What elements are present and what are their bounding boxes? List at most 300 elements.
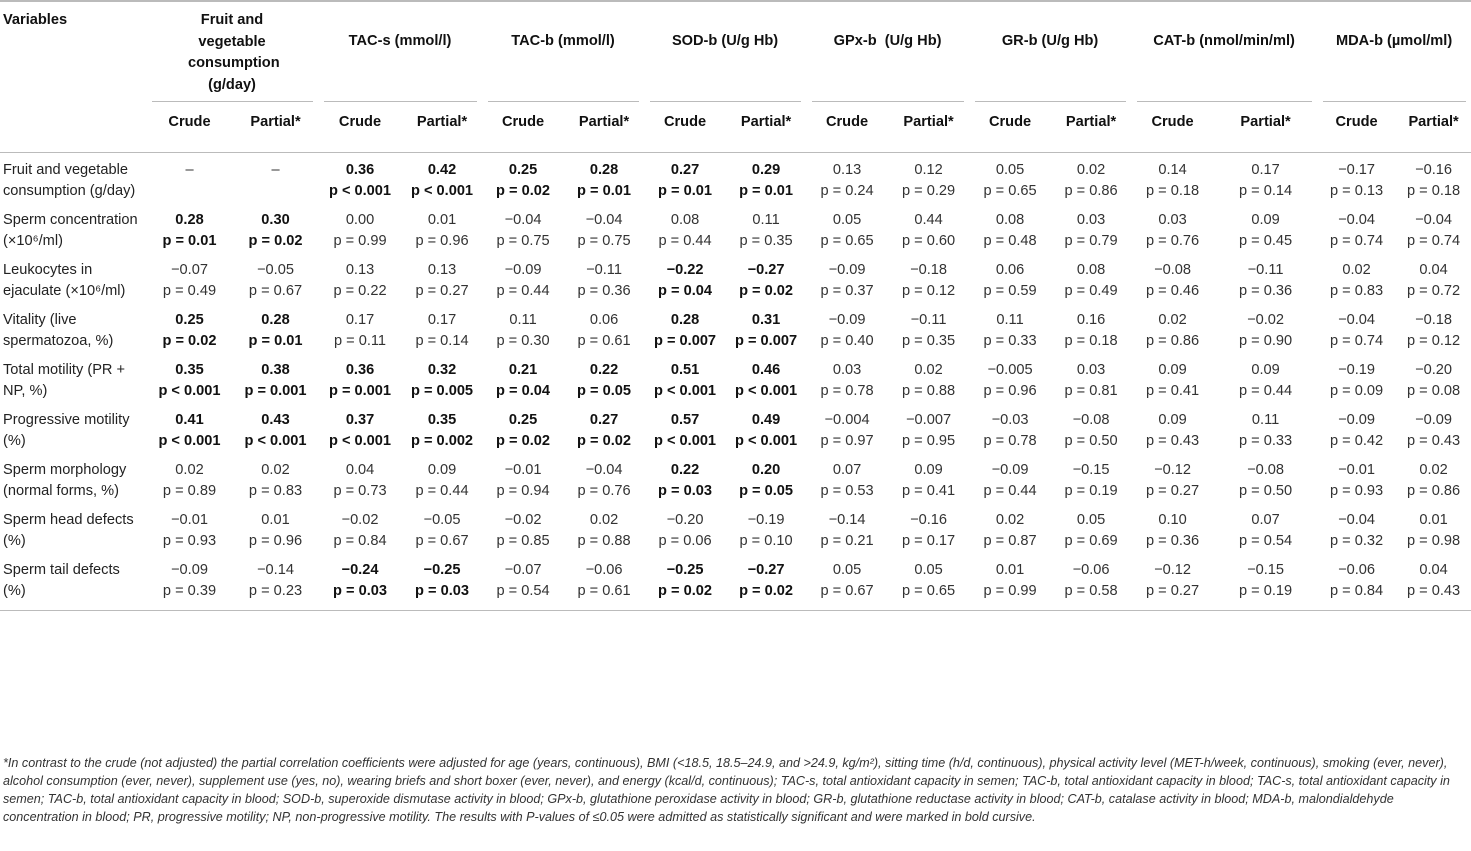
coefficient: 0.02 (261, 461, 290, 478)
subheader-crude: Crude (806, 102, 888, 152)
p-value: p < 0.001 (158, 383, 221, 399)
table-cell (1214, 353, 1317, 403)
coefficient: −0.27 (747, 561, 785, 578)
table-cell (1317, 253, 1396, 303)
p-value: p = 0.86 (1064, 183, 1118, 199)
p-value: p = 0.84 (1330, 583, 1384, 599)
coefficient: 0.07 (1251, 511, 1280, 528)
coefficient: 0.05 (832, 561, 862, 578)
coefficient: −0.15 (1247, 561, 1285, 578)
header-row (0, 2, 1471, 101)
table-cell (806, 303, 888, 353)
coefficient: 0.27 (589, 411, 619, 428)
table-cell (233, 553, 318, 611)
p-value: p = 0.48 (983, 233, 1037, 249)
table-cell (806, 353, 888, 403)
coefficient: −0.007 (906, 411, 952, 428)
p-value: p = 0.44 (1238, 383, 1293, 399)
coefficient: −0.01 (504, 461, 542, 478)
coefficient: 0.02 (995, 511, 1025, 528)
p-value: p = 0.005 (410, 383, 474, 399)
coefficient: 0.49 (751, 411, 781, 428)
table-cell (888, 503, 969, 553)
p-value: p = 0.85 (496, 533, 550, 549)
table-cell (1214, 253, 1317, 303)
p-value: p = 0.19 (1238, 583, 1293, 599)
p-value: p = 0.007 (653, 333, 717, 349)
table-cell (564, 353, 644, 403)
p-value: p = 0.33 (983, 333, 1037, 349)
table-cell (482, 203, 564, 253)
p-value: p = 0.98 (1407, 533, 1461, 549)
p-value: p = 0.42 (1330, 433, 1384, 449)
table-cell (233, 303, 318, 353)
coefficient: 0.08 (995, 211, 1025, 228)
correlation-table (0, 2, 1471, 611)
table-cell (1214, 303, 1317, 353)
coefficient: −0.09 (1415, 411, 1453, 428)
p-value: p = 0.23 (248, 583, 303, 599)
p-value: p = 0.35 (739, 233, 793, 249)
row-label: Leukocytes in ejaculate (×10⁶/ml) (3, 261, 126, 299)
coefficient: −0.04 (504, 211, 542, 228)
p-value: p = 0.75 (496, 233, 550, 249)
table-row (0, 253, 1471, 303)
table-cell (318, 203, 402, 253)
coefficient: 0.06 (995, 261, 1025, 278)
coefficient: 0.09 (914, 461, 943, 478)
p-value: p = 0.86 (1407, 483, 1461, 499)
subheader-partial: Partial* (1214, 102, 1317, 152)
coefficient: 0.09 (1251, 211, 1280, 228)
p-value: p = 0.88 (901, 383, 956, 399)
table-cell (233, 203, 318, 253)
coefficient: 0.11 (752, 211, 780, 228)
coefficient: 0.28 (670, 311, 700, 328)
table-cell (888, 553, 969, 611)
coefficient: 0.02 (1419, 461, 1448, 478)
coefficient: −0.07 (171, 261, 208, 278)
subheader-partial: Partial* (888, 102, 969, 152)
table-cell (726, 503, 806, 553)
coefficient: 0.27 (670, 161, 700, 178)
coefficient: 0.25 (175, 311, 204, 328)
p-value: p = 0.45 (1238, 233, 1293, 249)
p-value: p < 0.001 (244, 433, 307, 449)
row-label: Sperm tail defects (%) (0, 553, 146, 611)
table-cell (1131, 303, 1214, 353)
p-value: p = 0.36 (577, 283, 631, 299)
p-value: p = 0.05 (577, 383, 631, 399)
table-cell (1131, 353, 1214, 403)
coefficient: −0.01 (1338, 461, 1376, 478)
p-value: p = 0.02 (658, 583, 712, 599)
coefficient: 0.09 (1158, 361, 1187, 378)
p-value: p = 0.27 (1145, 583, 1200, 599)
p-value: p = 0.01 (577, 183, 631, 199)
p-value: p = 0.30 (496, 333, 550, 349)
table-cell (644, 403, 726, 453)
table-cell (233, 503, 318, 553)
table-cell (402, 503, 482, 553)
table-cell (726, 203, 806, 253)
coefficient: 0.41 (175, 411, 204, 428)
table-cell (402, 253, 482, 303)
table-cell (233, 253, 318, 303)
p-value: p = 0.05 (739, 483, 794, 499)
coefficient: 0.09 (1251, 361, 1280, 378)
coefficient: 0.00 (345, 211, 375, 228)
table-cell (644, 152, 726, 203)
p-value: p = 0.32 (1330, 533, 1384, 549)
subheader-partial: Partial* (564, 102, 644, 152)
table-cell (1396, 203, 1471, 253)
coefficient: −0.08 (1072, 411, 1110, 428)
coefficient: 0.22 (670, 461, 700, 478)
coefficient: 0.01 (427, 211, 457, 228)
coefficient: 0.13 (832, 161, 862, 178)
coefficient: −0.09 (991, 461, 1029, 478)
table-cell (969, 152, 1051, 203)
p-value: p = 0.11 (333, 333, 387, 349)
p-value: p = 0.61 (577, 333, 631, 349)
subheader-partial: Partial* (402, 102, 482, 152)
coefficient: 0.05 (832, 211, 862, 228)
coefficient: −0.25 (666, 561, 704, 578)
coefficient: 0.35 (175, 361, 204, 378)
table-cell (564, 553, 644, 611)
coefficient: 0.02 (914, 361, 943, 378)
coefficient: 0.31 (751, 311, 781, 328)
coefficient: 0.28 (261, 311, 290, 328)
coefficient: 0.02 (1076, 161, 1106, 178)
coefficient: 0.11 (509, 311, 537, 328)
table-cell (402, 303, 482, 353)
table-cell (1214, 553, 1317, 611)
p-value: p = 0.74 (1407, 233, 1461, 249)
p-value: p = 0.44 (496, 283, 550, 299)
table-cell (726, 403, 806, 453)
table-cell (1317, 303, 1396, 353)
coefficient: −0.14 (828, 511, 866, 528)
table-cell (1051, 353, 1131, 403)
p-value: p = 0.65 (901, 583, 956, 599)
p-value: p = 0.65 (983, 183, 1037, 199)
coefficient: 0.04 (1419, 561, 1448, 578)
coefficient: −0.16 (1415, 161, 1453, 178)
p-value: p = 0.21 (820, 533, 874, 549)
p-value: p = 0.43 (1407, 433, 1461, 449)
table-cell (806, 453, 888, 503)
table-cell (1396, 152, 1471, 203)
coefficient: 0.06 (589, 311, 619, 328)
coefficient: 0.28 (175, 211, 204, 228)
coefficient: 0.13 (345, 261, 375, 278)
table-cell (564, 152, 644, 203)
table-cell (1317, 403, 1396, 453)
table-cell (482, 553, 564, 611)
p-value: p = 0.50 (1238, 483, 1293, 499)
p-value: p = 0.18 (1145, 183, 1200, 199)
p-value: p = 0.35 (901, 333, 956, 349)
subheader-crude: Crude (1317, 102, 1396, 152)
p-value: p = 0.36 (1145, 533, 1200, 549)
p-value: p = 0.73 (333, 483, 387, 499)
coefficient: −0.25 (423, 561, 461, 578)
p-value: p = 0.94 (496, 483, 550, 499)
header-group: TAC-s (mmol/l) (348, 33, 452, 49)
row-label: Sperm morphology (normal forms, %) (3, 461, 127, 499)
header-group: TAC-b (mmol/l) (511, 33, 615, 49)
p-value: p = 0.96 (248, 533, 303, 549)
coefficient: 0.03 (1158, 211, 1187, 228)
coefficient: 0.02 (1342, 261, 1371, 278)
table-cell (1131, 152, 1214, 203)
coefficient: −0.18 (910, 261, 948, 278)
p-value: p = 0.74 (1330, 333, 1384, 349)
table-cell (233, 353, 318, 403)
coefficient: −0.06 (1338, 561, 1376, 578)
table-cell (482, 253, 564, 303)
table-cell (1214, 453, 1317, 503)
table-cell (482, 453, 564, 503)
table-cell (644, 503, 726, 553)
subheader-partial: Partial* (726, 102, 806, 152)
coefficient: −0.04 (585, 461, 623, 478)
coefficient: 0.01 (1419, 511, 1448, 528)
p-value: p = 0.96 (983, 383, 1037, 399)
table-cell (1396, 303, 1471, 353)
table-cell (318, 152, 402, 203)
coefficient: −0.02 (1247, 311, 1285, 328)
table-cell (1396, 453, 1471, 503)
p-value: p < 0.001 (158, 433, 221, 449)
table-cell (402, 403, 482, 453)
p-value: p = 0.76 (577, 483, 631, 499)
subheader-partial: Partial* (1396, 102, 1471, 152)
p-value: p = 0.86 (1145, 333, 1200, 349)
p-value: p = 0.02 (739, 283, 794, 299)
table-row (0, 503, 1471, 553)
p-value: p = 0.001 (328, 383, 392, 399)
p-value: p = 0.43 (1407, 583, 1461, 599)
table-cell (806, 403, 888, 453)
coefficient: 0.22 (589, 361, 619, 378)
coefficient: 0.07 (832, 461, 862, 478)
coefficient: −0.04 (585, 211, 623, 228)
coefficient: −0.12 (1154, 461, 1192, 478)
coefficient: −0.09 (171, 561, 208, 578)
coefficient: −0.20 (666, 511, 704, 528)
table-cell (1051, 503, 1131, 553)
table-cell (1051, 453, 1131, 503)
coefficient: −0.11 (586, 261, 622, 278)
coefficient: 0.44 (914, 211, 943, 228)
table-cell (888, 303, 969, 353)
table-cell (1396, 403, 1471, 453)
coefficient: 0.17 (345, 311, 375, 328)
table-cell (726, 553, 806, 611)
coefficient: −0.08 (1154, 261, 1192, 278)
row-label: Progressive motility (%) (3, 411, 130, 449)
table-cell (969, 453, 1051, 503)
table-row (0, 303, 1471, 353)
table-cell (1051, 253, 1131, 303)
p-value: p = 0.50 (1064, 433, 1118, 449)
table-cell (1131, 203, 1214, 253)
coefficient: 0.04 (345, 461, 375, 478)
table-cell (402, 553, 482, 611)
table-cell (146, 152, 233, 203)
table-cell (1214, 203, 1317, 253)
p-value: p = 0.44 (415, 483, 469, 499)
coefficient: 0.14 (1158, 161, 1187, 178)
table-row (0, 403, 1471, 453)
p-value: p = 0.99 (333, 233, 387, 249)
coefficient: 0.01 (261, 511, 290, 528)
p-value: p = 0.67 (820, 583, 874, 599)
coefficient: −0.06 (585, 561, 623, 578)
p-value: p = 0.49 (1064, 283, 1118, 299)
p-value: p = 0.12 (901, 283, 956, 299)
p-value: p = 0.69 (1064, 533, 1118, 549)
p-value: p = 0.01 (248, 333, 303, 349)
coefficient: 0.46 (751, 361, 781, 378)
row-label: Sperm head defects (%) (3, 511, 134, 549)
table-cell (969, 353, 1051, 403)
table-cell (806, 203, 888, 253)
p-value: p = 0.01 (162, 233, 217, 249)
p-value: p < 0.001 (328, 183, 392, 199)
p-value: p = 0.59 (983, 283, 1037, 299)
p-value: p = 0.83 (1330, 283, 1384, 299)
coefficient: 0.08 (1076, 261, 1106, 278)
p-value: p = 0.54 (496, 583, 550, 599)
coefficient: 0.25 (508, 161, 538, 178)
table-cell (402, 353, 482, 403)
p-value: p = 0.27 (415, 283, 469, 299)
coefficient: 0.20 (751, 461, 781, 478)
table-cell (318, 503, 402, 553)
p-value: p = 0.41 (901, 483, 956, 499)
table-cell (318, 303, 402, 353)
coefficient: −0.11 (910, 311, 947, 328)
coefficient: 0.32 (427, 361, 457, 378)
p-value: p < 0.001 (735, 433, 798, 449)
table-cell (969, 503, 1051, 553)
table-cell (888, 453, 969, 503)
header-group: CAT-b (nmol/min/ml) (1153, 33, 1295, 49)
coefficient: −0.19 (1338, 361, 1376, 378)
table-cell (644, 353, 726, 403)
p-value: p = 0.02 (162, 333, 217, 349)
table-cell (888, 253, 969, 303)
table-cell (318, 453, 402, 503)
subheader-crude: Crude (318, 102, 402, 152)
p-value: p = 0.65 (820, 233, 874, 249)
table-cell (888, 353, 969, 403)
table-cell (726, 453, 806, 503)
table-cell (564, 453, 644, 503)
p-value: p = 0.97 (820, 433, 874, 449)
coefficient: 0.35 (427, 411, 457, 428)
p-value: p = 0.60 (901, 233, 956, 249)
table-cell (1396, 253, 1471, 303)
table-cell (888, 403, 969, 453)
table-cell (644, 553, 726, 611)
coefficient: 0.36 (345, 161, 375, 178)
table-row (0, 353, 1471, 403)
subheader-partial: Partial* (1051, 102, 1131, 152)
table-cell (1131, 453, 1214, 503)
table-cell (726, 353, 806, 403)
table-cell (1131, 403, 1214, 453)
table-cell (146, 303, 233, 353)
coefficient: −0.02 (504, 511, 542, 528)
p-value: p = 0.41 (1145, 383, 1200, 399)
coefficient: −0.07 (504, 561, 542, 578)
table-cell (726, 303, 806, 353)
table-cell (1317, 553, 1396, 611)
p-value: p < 0.001 (735, 383, 798, 399)
p-value: p = 0.40 (820, 333, 874, 349)
table-row (0, 203, 1471, 253)
p-value: p = 0.17 (901, 533, 956, 549)
footnote: *In contrast to the crude (not adjusted) the partial correlation coefficients were adjusted for age (years, continuous), BMI (<18.5, 18.5–24.9, and >24.9, kg/m²), sitting time (h/d, continuous), physical activity level (MET-h/week, continuous), smoking (ever, never), alcohol consumption (ever, never), supplement use (yes, no), wearing briefs and short boxer (ever, never), and energy (kcal/d, continuous); TAC-s, total antioxidant capacity in semen; TAC-b, total antioxidant capacity in blood; TAC-s, total antioxidant capacity in semen; TAC-b, total antioxidant capacity in blood; SOD-b, superoxide dismutase activity in blood; GPx-b, glutathione peroxidase activity in blood; GR-b, glutathione reductase activity in blood; CAT-b, catalase activity in blood; MDA-b, malondialdehyde concentration in blood; PR, progressive motility; NP, non-progressive motility. The results with P-values of ≤0.05 were admitted as statistically significant and were marked in bold cursive. (3, 756, 1450, 824)
coefficient: −0.01 (171, 511, 208, 528)
coefficient: 0.12 (914, 161, 943, 178)
p-value: p = 0.93 (162, 533, 217, 549)
p-value: p = 0.06 (658, 533, 712, 549)
table-cell (806, 152, 888, 203)
row-label: Vitality (live spermatozoa, %) (3, 311, 114, 349)
p-value: p = 0.67 (248, 283, 303, 299)
coefficient: 0.05 (995, 161, 1025, 178)
p-value: p = 0.93 (1330, 483, 1384, 499)
coefficient: −0.04 (1415, 211, 1453, 228)
table-cell (969, 303, 1051, 353)
table-cell (564, 303, 644, 353)
coefficient: 0.21 (508, 361, 538, 378)
p-value: p = 0.75 (577, 233, 631, 249)
coefficient: 0.29 (751, 161, 781, 178)
coefficient: −0.004 (824, 411, 870, 428)
coefficient: −0.14 (257, 561, 294, 578)
row-label: Sperm concentration (×10⁶/ml) (3, 211, 138, 249)
coefficient: −0.09 (504, 261, 542, 278)
p-value: p = 0.04 (658, 283, 712, 299)
p-value: p = 0.002 (410, 433, 474, 449)
table-cell (1051, 203, 1131, 253)
coefficient: −0.04 (1338, 211, 1376, 228)
table-cell (806, 553, 888, 611)
table-cell (1051, 403, 1131, 453)
p-value: p = 0.12 (1407, 333, 1461, 349)
p-value: p < 0.001 (653, 383, 717, 399)
coefficient: – (271, 161, 280, 178)
coefficient: 0.10 (1158, 511, 1187, 528)
table-cell (233, 403, 318, 453)
coefficient: −0.17 (1338, 161, 1376, 178)
coefficient: 0.02 (1158, 311, 1187, 328)
coefficient: 0.13 (427, 261, 457, 278)
coefficient: 0.02 (589, 511, 619, 528)
table-cell (564, 203, 644, 253)
coefficient: 0.01 (995, 561, 1025, 578)
table-cell (888, 203, 969, 253)
table-cell (1051, 152, 1131, 203)
p-value: p = 0.09 (1330, 383, 1384, 399)
